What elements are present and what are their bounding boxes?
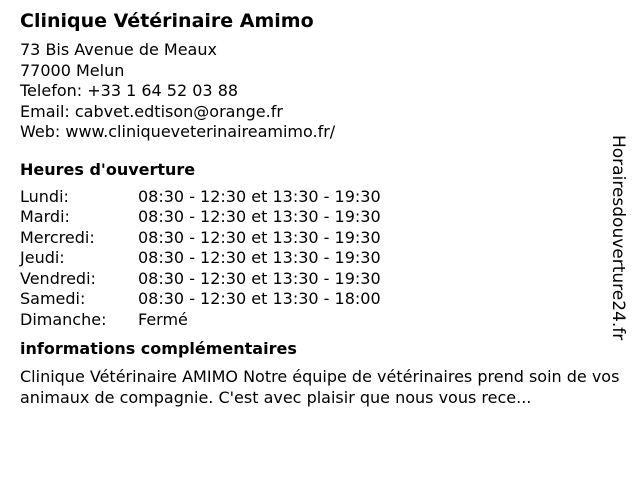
email-line <box>20 102 630 123</box>
phone-line <box>20 81 630 102</box>
phone-label: Telefon: <box>20 81 83 100</box>
hours-row <box>20 228 630 249</box>
additional-info-text: Clinique Vétérinaire AMIMO Notre équipe de vétérinaires prend soin de vos animaux de compagnie. C'est avec plaisir que nous vous rece... <box>20 367 620 407</box>
business-name: Clinique Vétérinaire Amimo <box>20 10 314 32</box>
email-value[interactable]: cabvet.edtison@orange.fr <box>74 101 283 121</box>
address-block <box>20 40 630 143</box>
address-line-street: 73 Bis Avenue de Meaux <box>20 40 217 59</box>
web-link[interactable]: www.cliniqueveterinaireamimo.fr/ <box>65 122 336 141</box>
hours-time: 08:30 - 12:30 et 13:30 - 19:30 <box>138 248 381 267</box>
hours-row <box>20 207 630 228</box>
hours-time: 08:30 - 12:30 et 13:30 - 19:30 <box>138 268 381 288</box>
hours-time: 08:30 - 12:30 et 13:30 - 19:30 <box>138 207 381 226</box>
hours-day: Samedi: <box>20 289 86 308</box>
hours-day: Lundi: <box>20 186 69 206</box>
phone-value[interactable]: +33 1 64 52 03 88 <box>87 81 239 100</box>
watermark-text: Horairesdouverture24.fr <box>608 135 628 341</box>
hours-row <box>20 269 630 290</box>
address-line-city: 77000 Melun <box>20 60 125 80</box>
hours-row <box>20 248 630 269</box>
web-line <box>20 122 630 143</box>
hours-time: 08:30 - 12:30 et 13:30 - 19:30 <box>138 186 381 206</box>
hours-day: Jeudi: <box>20 248 65 267</box>
hours-row <box>20 187 630 208</box>
web-label: Web: <box>20 122 61 141</box>
email-label: Email: <box>20 101 70 121</box>
hours-row <box>20 310 630 331</box>
hours-day: Mardi: <box>20 207 70 226</box>
hours-time: 08:30 - 12:30 et 13:30 - 18:00 <box>138 289 381 308</box>
hours-day: Dimanche: <box>20 309 107 329</box>
hours-day: Vendredi: <box>20 268 96 288</box>
additional-info-heading: informations complémentaires <box>20 339 297 358</box>
hours-row <box>20 289 630 310</box>
hours-time: Fermé <box>138 309 188 329</box>
hours-time: 08:30 - 12:30 et 13:30 - 19:30 <box>138 227 381 247</box>
hours-day: Mercredi: <box>20 227 95 247</box>
opening-hours-heading: Heures d'ouverture <box>20 159 196 179</box>
business-card <box>20 8 630 408</box>
opening-hours-table <box>20 187 630 331</box>
